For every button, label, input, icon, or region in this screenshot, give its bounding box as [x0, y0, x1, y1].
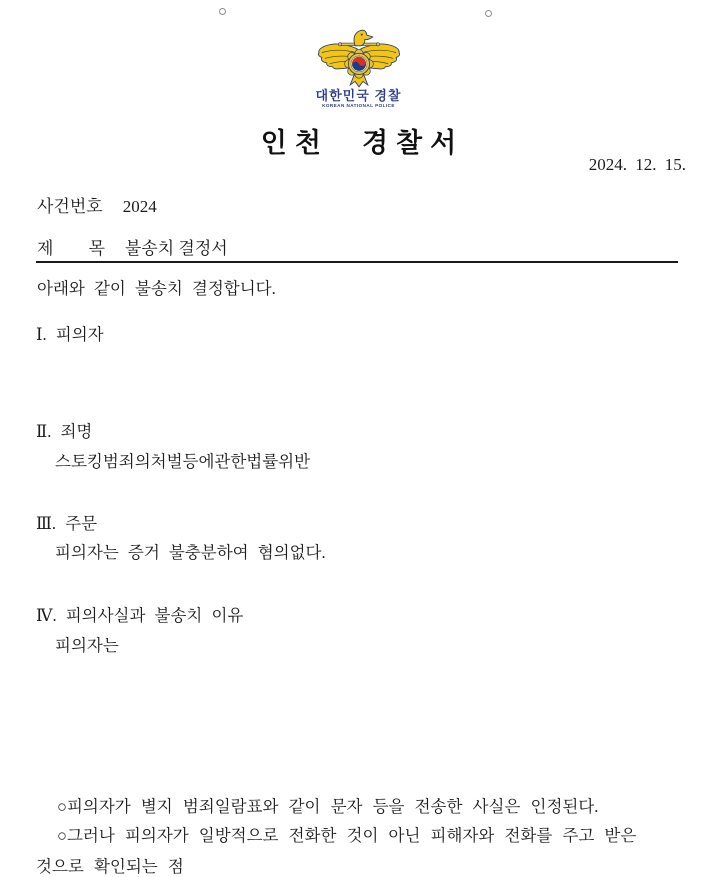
reason-line-2: ○그러나 피의자가 일방적으로 전화한 것이 아닌 피해자와 전화를 주고 받은 — [57, 826, 637, 845]
header-divider — [36, 261, 678, 263]
case-number-label: 사건번호 — [37, 197, 103, 216]
reason-line-1: ○피의자가 별지 범죄일람표와 같이 문자 등을 전송한 사실은 인정된다. — [57, 797, 599, 816]
station-title-right: 경찰서 — [361, 128, 465, 158]
punch-mark-left — [219, 8, 226, 15]
case-number-value: 2024 — [122, 197, 157, 216]
reason-line-3: 것으로 확인되는 점 — [36, 857, 184, 876]
section-3-heading: Ⅲ. 주문 — [36, 514, 98, 533]
document-date: 2024. 12. 15. — [588, 155, 686, 174]
punch-mark-right — [485, 10, 492, 17]
logo-korean-name: 대한민국 경찰 — [315, 88, 402, 103]
section-3-body: 피의자는 증거 불충분하여 혐의없다. — [55, 543, 326, 562]
subject-value: 불송치 결정서 — [124, 239, 228, 258]
station-title-left: 인천 — [260, 128, 329, 158]
section-2-heading: Ⅱ. 죄명 — [36, 422, 93, 441]
knp-eagle-emblem-icon — [316, 27, 402, 88]
intro-text: 아래와 같이 불송치 결정합니다. — [37, 279, 276, 298]
subject-label-second: 목 — [88, 239, 105, 258]
subject-row — [37, 234, 228, 259]
section-2-body: 스토킹범죄의처벌등에관한법률위반 — [55, 452, 311, 471]
case-number-row — [37, 192, 157, 217]
section-1-heading: Ⅰ. 피의자 — [36, 325, 104, 344]
logo-english-name: KOREAN NATIONAL POLICE — [322, 102, 395, 108]
police-logo — [0, 27, 717, 108]
section-4-body: 피의자는 — [55, 636, 119, 655]
subject-label-first: 제 — [37, 239, 54, 258]
section-4-heading: Ⅳ. 피의사실과 불송치 이유 — [36, 606, 244, 625]
